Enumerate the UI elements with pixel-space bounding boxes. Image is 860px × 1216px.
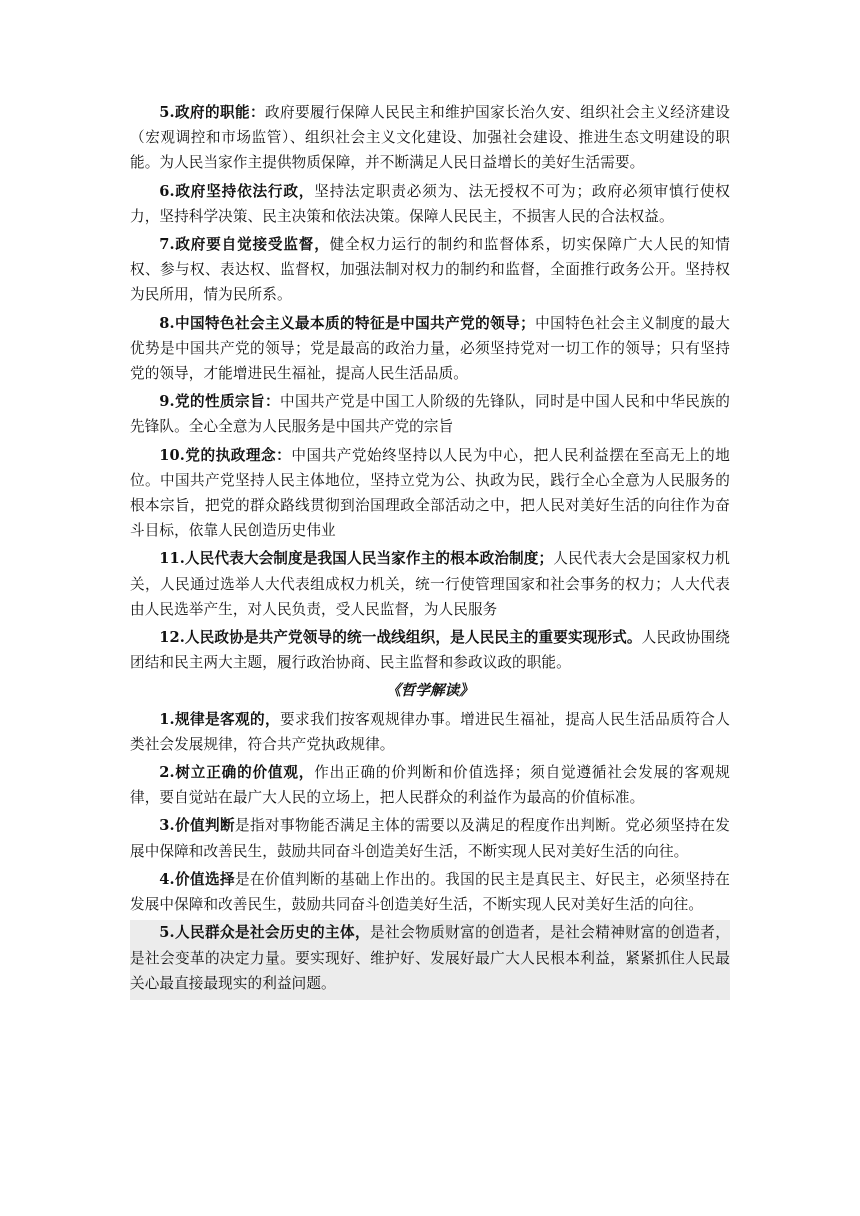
paragraph-lead: 5.政府的职能： (159, 104, 265, 121)
paragraph-lead: 5.人民群众是社会历史的主体， (159, 924, 371, 942)
paragraph-objective-laws (130, 707, 730, 757)
paragraph-lead: 3.价值判断 (159, 817, 235, 835)
paragraph-text: 中国共产党始终坚持以人民为中心，把人民利益摆在至高无上的地位。中国共产党坚持人民主体地位，坚持立党为公、执政为民，践行全心全意为人民服务的根本宗旨，把党的群众路线贯彻到治国理政全部活动之中，把人民对美好生活的向往作为奋斗目标，依靠人民创造历史伟业 (130, 446, 731, 540)
paragraph-lead: 1.规律是客观的， (159, 710, 281, 728)
section-heading-philosophy: 《哲学解读》 (386, 682, 474, 700)
paragraph-supervision (130, 232, 730, 308)
paragraph-values (130, 760, 730, 810)
paragraph-text: 政府要履行保障人民民主和维护国家长治久安、组织社会主义经济建设（宏观调控和市场监管）、组织社会主义文化建设、加强社会建设、推进生态文明建设的职能。为人民当家作主提供物质保障，并不断满足人民日益增长的美好生活需要。 (130, 104, 730, 172)
paragraph-rule-of-law (130, 179, 730, 229)
paragraph-lead: 12.人民政协是共产党领导的统一战线组织，是人民民主的重要实现形式。 (159, 629, 642, 647)
paragraph-text: 要求我们按客观规律办事。增进民生福祉，提高人民生活品质符合人类社会发展规律，符合共产党执政规律。 (130, 710, 730, 753)
paragraph-lead: 10.党的执政理念： (159, 446, 292, 464)
paragraph-value-judgment (130, 813, 730, 863)
paragraph-masses-history-shaded (130, 920, 730, 1000)
paragraph-party-leadership (130, 311, 730, 387)
paragraph-lead: 6.政府坚持依法行政， (159, 182, 315, 200)
paragraph-value-choice (130, 867, 730, 917)
paragraph-lead: 7.政府要自觉接受监督， (159, 236, 330, 254)
paragraph-text: 人民政协围绕团结和民主两大主题，履行政治协商、民主监督和参政议政的职能。 (130, 629, 730, 672)
paragraph-text: 是在价值判断的基础上作出的。我国的民主是真民主、好民主，必须坚持在发展中保障和改善民生，鼓励共同奋斗创造美好生活，不断实现人民对美好生活的向往。 (130, 870, 730, 914)
paragraph-text: 中国共产党是中国工人阶级的先锋队，同时是中国人民和中华民族的先锋队。全心全意为人民服务是中国共产党的宗旨 (130, 393, 730, 436)
paragraph-text: 是指对事物能否满足主体的需要以及满足的程度作出判断。党必须坚持在发展中保障和改善民生，鼓励共同奋斗创造美好生活，不断实现人民对美好生活的向往。 (130, 817, 730, 860)
paragraph-government-functions (130, 100, 730, 176)
paragraph-lead: 4.价值选择 (159, 870, 235, 888)
paragraph-lead: 9.党的性质宗旨： (159, 393, 281, 411)
paragraph-text: 中国特色社会主义制度的最大优势是中国共产党的领导；党是最高的政治力量，必须坚持党对一切工作的领导；只有坚持党的领导，才能增进民生福祉，提高人民生活品质。 (130, 314, 730, 383)
paragraph-lead: 8.中国特色社会主义最本质的特征是中国共产党的领导； (159, 314, 535, 332)
paragraph-peoples-congress (130, 546, 730, 622)
paragraph-cppcc (130, 625, 730, 675)
paragraph-text: 是社会物质财富的创造者，是社会精神财富的创造者，是社会变革的决定力量。要实现好、维护好、发展好最广大人民根本利益，紧紧抓住人民最关心最直接最现实的利益问题。 (130, 924, 730, 992)
paragraph-lead: 2.树立正确的价值观， (159, 764, 315, 782)
paragraph-text: 健全权力运行的制约和监督体系，切实保障广大人民的知情权、参与权、表达权、监督权，加强法制对权力的制约和监督，全面推行政务公开。坚持权为民所用，情为民所系。 (130, 236, 730, 304)
paragraph-text: 坚持法定职责必须为、法无授权不可为；政府必须审慎行使权力，坚持科学决策、民主决策和依法决策。保障人民民主，不损害人民的合法权益。 (130, 182, 730, 225)
paragraph-lead: 11.人民代表大会制度是我国人民当家作主的根本政治制度； (159, 550, 554, 568)
paragraph-governing-philosophy (130, 443, 730, 544)
paragraph-text: 作出正确的价判断和价值选择；须自觉遵循社会发展的客观规律，要自觉站在最广大人民的立场上，把人民群众的利益作为最高的价值标准。 (130, 764, 730, 807)
paragraph-text: 人民代表大会是国家权力机关，人民通过选举人大代表组成权力机关，统一行使管理国家和社会事务的权力；人大代表由人民选举产生，对人民负责，受人民监督，为人民服务 (130, 550, 730, 618)
paragraph-party-nature (130, 389, 730, 439)
document-body (130, 100, 730, 1003)
